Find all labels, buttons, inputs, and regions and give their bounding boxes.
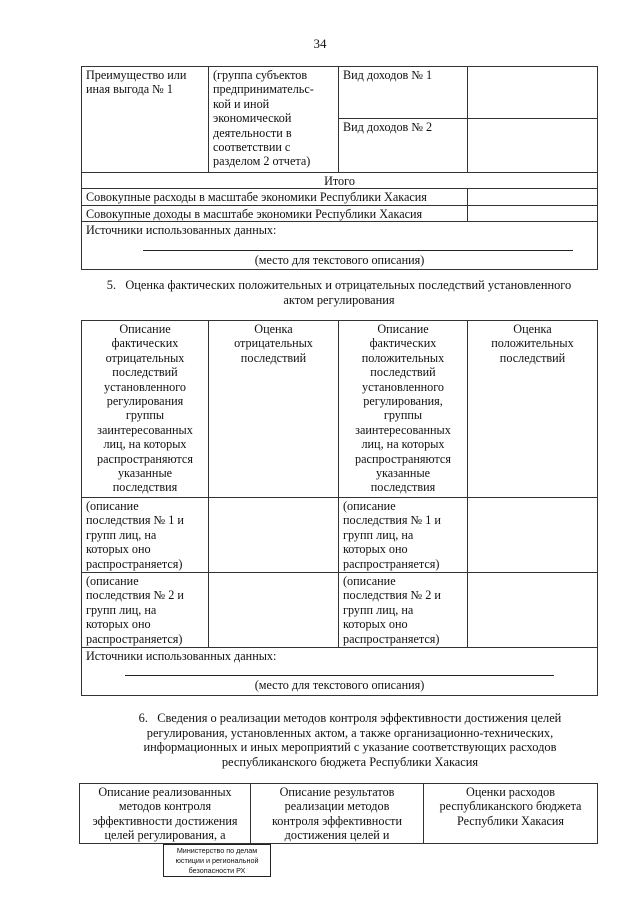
consequences-table [81, 320, 598, 696]
section-6-title-line: информационных и иных мероприятий с указание соответствующих расходов [143, 740, 557, 754]
negative-eval-2 [209, 573, 339, 648]
stamp-line: Министерство по делам [176, 846, 258, 855]
section-6-number: 6. [138, 711, 148, 725]
total-expenses-value [468, 189, 598, 205]
header-methods-desc: Описание реализованных методов контроля эффективности достижения целей регулирования, а [80, 784, 251, 844]
benefit-line: иная выгода № 1 [86, 82, 173, 97]
header-budget-eval: Оценки расходов республиканского бюджета Республики Хакасия [424, 784, 598, 844]
section-5-heading [81, 278, 597, 307]
income-type-2: Вид доходов № 2 [339, 119, 468, 173]
positive-desc-1: (описание последствия № 1 и групп лиц, на которых оно распространяется) [339, 498, 468, 573]
negative-desc-2: (описание последствия № 2 и групп лиц, на которых оно распространяется) [82, 573, 209, 648]
sources-cell [82, 222, 598, 270]
total-income-label: Совокупные доходы в масштабе экономики Республики Хакасия [82, 205, 468, 221]
group-line: предпринимательс- [213, 82, 314, 97]
sources-label: Источники использованных данных: [86, 223, 277, 238]
header-positive-eval: Оценка положительных последствий [468, 321, 598, 498]
income-value-2 [468, 119, 598, 173]
positive-desc-2: (описание последствия № 2 и групп лиц, на которых оно распространяется) [339, 573, 468, 648]
table-row [82, 573, 598, 648]
negative-desc-1: (описание последствия № 1 и групп лиц, на которых оно распространяется) [82, 498, 209, 573]
section-5-title: Оценка фактических положительных и отрицательных последствий установленного [125, 278, 572, 292]
total-income-value [468, 205, 598, 221]
stamp-line: юстиции и региональной [175, 856, 259, 865]
income-type-1: Вид доходов № 1 [339, 67, 468, 119]
group-line: деятельности в [213, 125, 292, 140]
section-6-heading [100, 711, 600, 769]
section-5-title-cont: актом регулирования [283, 292, 395, 307]
sources-cell [82, 648, 598, 696]
ministry-stamp [163, 844, 271, 877]
group-line: кой и иной [213, 96, 270, 111]
table-row [82, 498, 598, 573]
group-line: соответствии с [213, 140, 291, 155]
group-line: (группа субъектов [213, 68, 308, 82]
header-results-desc: Описание результатов реализации методов контроля эффективности достижения целей и [251, 784, 424, 844]
negative-eval-1 [209, 498, 339, 573]
control-methods-table [79, 783, 598, 844]
income-value-1 [468, 67, 598, 119]
page-number: 34 [313, 36, 327, 51]
section-6-title-line: регулирования, установленных актом, а также организационно-технических, [146, 725, 554, 740]
section-5-number: 5. [106, 278, 117, 292]
group-line: разделом 2 отчета) [213, 154, 311, 169]
section-6-title-line: республиканского бюджета Республики Хакасия [221, 754, 479, 769]
benefit-line: Преимущество или [86, 68, 187, 82]
stamp-line: безопасности РХ [188, 866, 246, 875]
group-cell [209, 67, 339, 173]
header-positive-desc: Описание фактических положительных последствий установленного регулирования, группы заинтересованных лиц, на которых распространяются указанные последствия [339, 321, 468, 498]
header-negative-eval: Оценка отрицательных последствий [209, 321, 339, 498]
positive-eval-1 [468, 498, 598, 573]
positive-eval-2 [468, 573, 598, 648]
sources-label: Источники использованных данных: [86, 649, 277, 663]
total-row: Итого [82, 173, 598, 189]
text-line [143, 250, 573, 251]
text-line [125, 675, 554, 676]
total-expenses-label: Совокупные расходы в масштабе экономики Республики Хакасия [82, 189, 468, 205]
section-6-title: Сведения о реализации методов контроля эффективности достижения целей [157, 711, 562, 725]
benefit-cell [82, 67, 209, 173]
text-placeholder: (место для текстового описания) [254, 253, 425, 268]
group-line: экономической [213, 111, 292, 126]
header-negative-desc: Описание фактических отрицательных последствий установленного регулирования группы заинтересованных лиц, на которых распространяются указанные последствия [82, 321, 209, 498]
benefits-table [81, 66, 598, 270]
text-placeholder: (место для текстового описания) [254, 678, 425, 692]
